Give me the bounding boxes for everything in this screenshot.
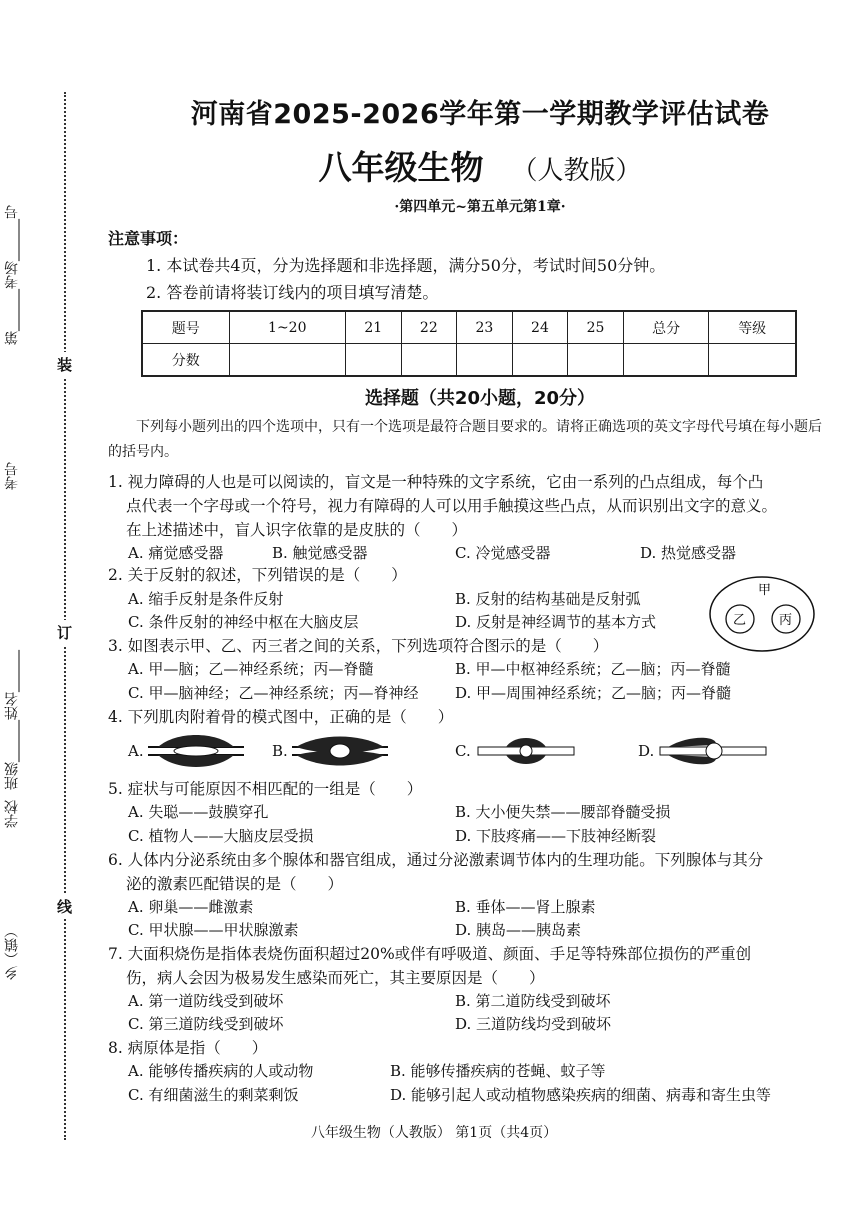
q3-option-d[interactable]: D. 甲—周围神经系统；乙—脑；丙—脊髓	[455, 684, 732, 702]
score-header-cell: 25	[568, 311, 624, 344]
score-cell[interactable]	[457, 344, 513, 377]
q5-option-a[interactable]: A. 失聪——鼓膜穿孔	[128, 803, 269, 821]
q7-option-c[interactable]: C. 第三道防线受到破坏	[128, 1015, 284, 1033]
exam-scope: ·第四单元~第五单元第1章·	[394, 199, 566, 215]
question-stem-line: 点代表一个字母或一个符号，视力有障碍的人可以用手触摸这些凸点，从而识别出文字的意义。	[126, 497, 778, 515]
exam-number-field[interactable]: 考号	[4, 462, 20, 490]
q4-option-b[interactable]: B.	[272, 742, 288, 760]
q3-option-a[interactable]: A. 甲—脑；乙—神经系统；丙—脊髓	[128, 660, 374, 678]
note-item-2: 2. 答卷前请将装订线内的项目填写清楚。	[146, 283, 439, 302]
q7-option-a[interactable]: A. 第一道防线受到破坏	[128, 992, 284, 1010]
township-field[interactable]: 乡（镇）	[4, 924, 20, 980]
question-stem-line: 伤，病人会因为极易发生感染而死亡，其主要原因是（ ）	[126, 969, 545, 987]
score-table	[141, 310, 797, 377]
q3-option-c[interactable]: C. 甲—脑神经；乙—神经系统；丙—脊神经	[128, 684, 419, 702]
score-header-cell: 23	[457, 311, 513, 344]
score-cell[interactable]	[512, 344, 568, 377]
muscle-diagram-b	[290, 733, 390, 769]
section-title: 选择题（共20小题，20分）	[364, 388, 596, 409]
q5-option-d[interactable]: D. 下肢疼痛——下肢神经断裂	[455, 827, 657, 845]
left-label: 乙	[733, 613, 747, 628]
q4-option-c[interactable]: C.	[455, 742, 471, 760]
exam-subtitle	[140, 142, 820, 189]
q8-option-a[interactable]: A. 能够传播疾病的人或动物	[128, 1062, 314, 1080]
question-8: 8. 病原体是指（ ）	[108, 1039, 268, 1057]
score-table-header-row	[142, 311, 796, 344]
binding-mark-xian: 线	[57, 894, 72, 919]
outer-label: 甲	[758, 583, 772, 598]
school-field[interactable]: 学校	[4, 800, 20, 828]
q1-option-a[interactable]: A. 痛觉感受器	[128, 544, 224, 562]
score-header-cell: 24	[512, 311, 568, 344]
q8-option-b[interactable]: B. 能够传播疾病的苍蝇、蚊子等	[390, 1062, 606, 1080]
q2-option-b[interactable]: B. 反射的结构基础是反射弧	[455, 590, 641, 608]
q6-option-a[interactable]: A. 卵巢——雌激素	[128, 898, 254, 916]
score-header-cell: 22	[401, 311, 457, 344]
binding-line	[64, 92, 66, 1140]
score-cell[interactable]	[709, 344, 796, 377]
score-header-cell: 总分	[623, 311, 709, 344]
score-cell[interactable]	[623, 344, 709, 377]
q5-option-c[interactable]: C. 植物人——大脑皮层受损	[128, 827, 314, 845]
question-6	[108, 848, 828, 896]
q1-option-d[interactable]: D. 热觉感受器	[640, 544, 737, 562]
score-cell[interactable]	[346, 344, 402, 377]
question-7	[108, 942, 828, 990]
score-header-cell: 21	[346, 311, 402, 344]
q6-option-c[interactable]: C. 甲状腺——甲状腺激素	[128, 921, 299, 939]
notes-heading: 注意事项：	[108, 229, 189, 248]
muscle-diagram-a	[146, 733, 246, 769]
score-header-cell: 题号	[142, 311, 229, 344]
q8-option-d[interactable]: D. 能够引起人或动植物感染疾病的细菌、病毒和寄生虫等	[390, 1086, 772, 1104]
score-cell[interactable]	[568, 344, 624, 377]
q2-option-c[interactable]: C. 条件反射的神经中枢在大脑皮层	[128, 613, 359, 631]
question-5: 5. 症状与可能原因不相匹配的一组是（ ）	[108, 780, 423, 798]
question-1	[108, 470, 828, 542]
exam-title: 河南省2025-2026学年第一学期教学评估试卷	[190, 99, 770, 130]
question-4: 4. 下列肌肉附着骨的模式图中，正确的是（ ）	[108, 708, 454, 726]
question-2: 2. 关于反射的叙述，下列错误的是（ ）	[108, 566, 407, 584]
q4-option-d[interactable]: D.	[638, 742, 655, 760]
q2-option-d[interactable]: D. 反射是神经调节的基本方式	[455, 613, 657, 631]
exam-room-field[interactable]: 第______考场______号	[4, 205, 20, 345]
q7-option-b[interactable]: B. 第二道防线受到破坏	[455, 992, 611, 1010]
class-name-field[interactable]: 班级______姓名______	[4, 650, 20, 790]
q5-option-b[interactable]: B. 大小便失禁——腰部脊髓受损	[455, 803, 671, 821]
q3-option-b[interactable]: B. 甲—中枢神经系统；乙—脑；丙—脊髓	[455, 660, 731, 678]
right-label: 丙	[779, 613, 793, 628]
question-stem-line: 在上述描述中，盲人识字依靠的是皮肤的（ ）	[126, 521, 468, 539]
score-table-score-row	[142, 344, 796, 377]
binding-mark-zhuang: 装	[57, 352, 72, 377]
question-stem-line: 1. 视力障碍的人也是可以阅读的，盲文是一种特殊的文字系统，它由一系列的凸点组成，每个凸	[108, 473, 764, 491]
muscle-diagram-c	[476, 733, 576, 769]
section-instructions: 下列每小题列出的四个选项中，只有一个选项是最符合题目要求的。请将正确选项的英文字母代号填在每小题后的括号内。	[108, 419, 822, 460]
score-header-cell: 等级	[709, 311, 796, 344]
q6-option-d[interactable]: D. 胰岛——胰岛素	[455, 921, 582, 939]
score-row-label: 分数	[142, 344, 229, 377]
q1-option-b[interactable]: B. 触觉感受器	[272, 544, 368, 562]
page-footer: 八年级生物（人教版） 第1页（共4页）	[310, 1125, 558, 1141]
q8-option-c[interactable]: C. 有细菌滋生的剩菜剩饭	[128, 1086, 299, 1104]
question-3: 3. 如图表示甲、乙、丙三者之间的关系，下列选项符合图示的是（ ）	[108, 637, 609, 655]
q7-option-d[interactable]: D. 三道防线均受到破坏	[455, 1015, 612, 1033]
question-stem-line: 7. 大面积烧伤是指体表烧伤面积超过20%或伴有呼吸道、颜面、手足等特殊部位损伤的严重创	[108, 945, 752, 963]
edition-label: （人教版）	[511, 156, 642, 186]
binding-mark-ding: 订	[57, 620, 72, 645]
score-header-cell: 1~20	[229, 311, 345, 344]
score-cell[interactable]	[401, 344, 457, 377]
q1-option-c[interactable]: C. 冷觉感受器	[455, 544, 551, 562]
note-item-1: 1. 本试卷共4页，分为选择题和非选择题，满分50分，考试时间50分钟。	[146, 256, 666, 275]
question-stem-line: 6. 人体内分泌系统由多个腺体和器官组成，通过分泌激素调节体内的生理功能。下列腺体与其分	[108, 851, 764, 869]
q6-option-b[interactable]: B. 垂体——肾上腺素	[455, 898, 596, 916]
subject-label: 八年级生物	[318, 148, 484, 187]
q4-option-a[interactable]: A.	[128, 742, 144, 760]
question-stem-line: 泌的激素匹配错误的是（ ）	[126, 875, 344, 893]
q2-option-a[interactable]: A. 缩手反射是条件反射	[128, 590, 284, 608]
muscle-diagram-d	[658, 733, 768, 769]
score-cell[interactable]	[229, 344, 345, 377]
